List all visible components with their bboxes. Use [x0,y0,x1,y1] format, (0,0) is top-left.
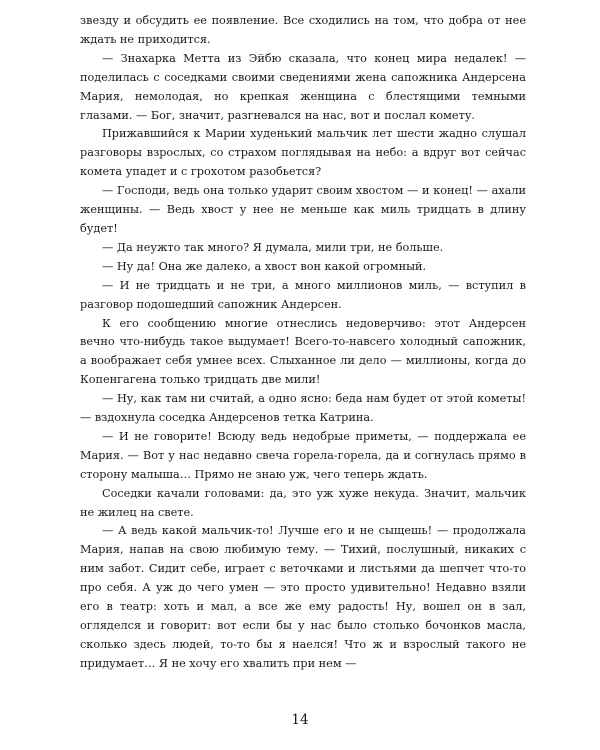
paragraph: — Господи, ведь она только ударит своим хвостом — и конец! — ахали женщины. — Ведь хвост у нее не меньше как миль тридцать в длину будет! [80,184,526,235]
book-page [80,12,526,674]
page-number: 14 [291,712,309,728]
paragraph: Прижавшийся к Марии худенький мальчик лет шести жадно слушал разговоры взрослых, со страхом поглядывая на небо: а вдруг вот сейчас комета упадет и с грохотом разобьется? [80,127,526,179]
paragraph: — И не тридцать и не три, а много миллионов миль, — вступил в разговор подошедший сапожник Андерсен. [80,278,526,311]
paragraph: — Ну да! Она же далеко, а хвост вон какой огромный. [102,259,427,273]
paragraph: — И не говорите! Всюду ведь недобрые приметы, — поддержала ее Мария. — Вот у нас недавно свеча горела-горела, да и согнулась прямо в сторону малыша… Прямо не знаю уж, чего теперь ждать. [80,429,526,481]
paragraph: — Знахарка Метта из Эйбю сказала, что конец мира недалек! — поделилась с соседками своими сведениями жена сапожника Андерсена Мария, немолодая, но крепкая женщина с блестящими темными глазами. — Бог, значит, разгневался на нас, вот и послал комету. [80,51,526,122]
paragraph: — Ну, как там ни считай, а одно ясно: беда нам будет от этой кометы! — вздохнула соседка Андерсенов тетка Катрина. [80,392,526,425]
paragraph: Соседки качали головами: да, это уж хуже некуда. Значит, мальчик не жилец на свете. [80,486,526,519]
paragraph: звезду и обсудить ее появление. Все сходились на том, что добра от нее ждать не приходится. [80,14,526,46]
paragraph: К его сообщению многие отнеслись недоверчиво: этот Андерсен вечно что-нибудь такое выдумает! Всего-то-навсего холодный сапожник, а воображает себя умнее всех. Слыханное ли дело — миллионы, когда до Копенгагена только тридцать две мили! [80,316,526,387]
paragraph: — А ведь какой мальчик-то! Лучше его и не сыщешь! — продолжала Мария, напав на свою любимую тему. — Тихий, послушный, никаких с ним забот. Сидит себе, играет с веточками и листьями да шепчет что-то про себя. А уж до чего умен — это просто удивительно! Недавно взяли его в театр: хоть и мал, а все же ему радость! Ну, вошел он в зал, огляделся и говорит: вот если бы у нас было столько бочонков масла, сколько здесь людей, то-то бы я наелся! Что ж и взрослый такого не придумает… Я не хочу его хвалить при нем — [80,524,526,670]
paragraph: — Да неужто так много? Я думала, мили три, не больше. [102,240,444,254]
